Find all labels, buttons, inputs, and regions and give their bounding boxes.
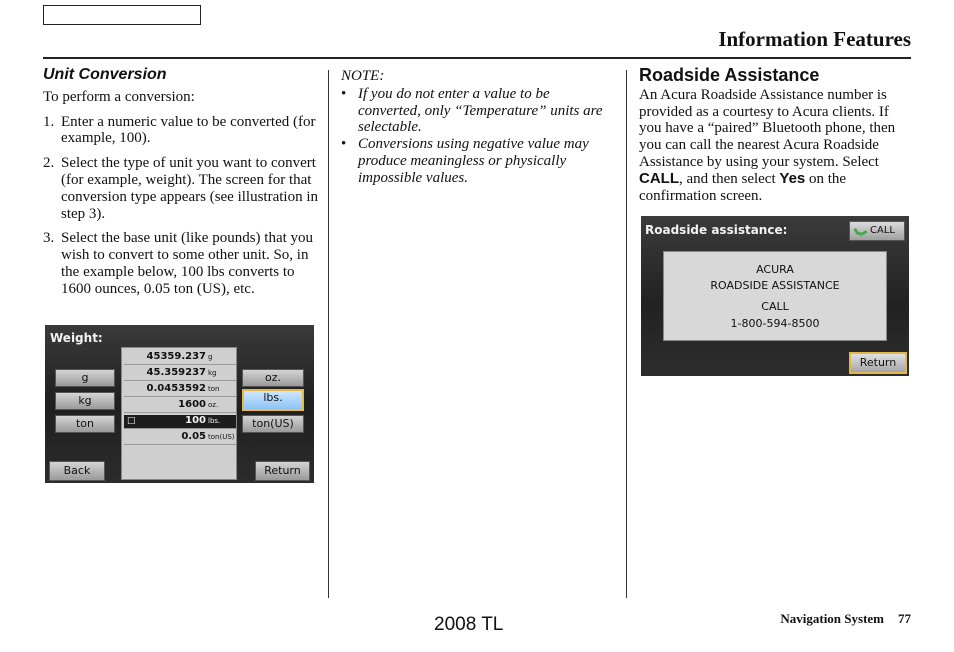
column-divider-right	[626, 70, 627, 598]
panel-line: ROADSIDE ASSISTANCE	[710, 279, 840, 292]
footer-nav: Navigation System 77	[780, 611, 911, 626]
unit-button-kg[interactable]: kg	[55, 392, 115, 410]
note-heading: NOTE:	[341, 68, 385, 84]
value-row: 45.359237 kg	[124, 367, 236, 381]
step-item: 3. Select the base unit (like pounds) that you wish to convert to some other unit. So, in the example below, 100 lbs converts to 1600 ounces, 0.05 ton (US), etc.	[43, 230, 314, 297]
value-row: 45359.237 g	[124, 351, 236, 365]
values-panel	[121, 347, 237, 480]
unit-button-oz[interactable]: oz.	[242, 369, 304, 387]
unit-conversion-heading: Unit Conversion	[43, 66, 167, 83]
roadside-body: An Acura Roadside Assistance number is provided as a courtesy to Acura clients. If you have a “paired” Bluetooth phone, then you can call the nearest Acura Roadside Assistance by using your system. Select CALL, and then select Yes on the confirmation screen.	[639, 86, 896, 204]
return-button[interactable]: Return	[255, 461, 310, 481]
unit-button-ton-us[interactable]: ton(US)	[242, 415, 304, 433]
header-tab-box	[43, 5, 201, 25]
panel-line: CALL	[761, 300, 789, 313]
unit-button-lbs[interactable]: lbs.	[242, 389, 304, 411]
footer-model: 2008 TL	[434, 614, 504, 635]
phone-icon	[853, 224, 868, 238]
return-button[interactable]: Return	[849, 352, 907, 374]
roadside-assistance-screen	[641, 216, 909, 376]
unit-button-g[interactable]: g	[55, 369, 115, 387]
step-item: 1. Enter a numeric value to be converted (for example, 100).	[43, 113, 316, 147]
call-button[interactable]: CALL	[849, 221, 905, 241]
value-row-selected: □ 100 lbs.	[124, 415, 236, 429]
steps-list	[43, 114, 318, 298]
column-divider-left	[328, 70, 329, 598]
value-row: 0.0453592 ton	[124, 383, 236, 397]
page-number: 77	[898, 611, 911, 626]
left-column	[43, 67, 318, 306]
right-column	[639, 67, 914, 204]
roadside-heading: Roadside Assistance	[639, 65, 820, 85]
back-button[interactable]: Back	[49, 461, 105, 481]
panel-line: ACURA	[756, 263, 794, 276]
phone-number: 1-800-594-8500	[730, 317, 820, 330]
step-item: 2. Select the type of unit you want to convert (for example, weight). The screen for that conversion type appears (see illustration in step 3).	[43, 155, 319, 222]
weight-screen-title: Weight:	[50, 331, 103, 345]
value-row: 1600 oz.	[124, 399, 236, 413]
roadside-info-panel	[663, 251, 887, 341]
lock-icon: □	[127, 416, 136, 426]
notes-list	[341, 86, 613, 187]
section-title: Information Features	[718, 27, 911, 51]
value-row: 0.05 ton(US)	[124, 431, 236, 445]
roadside-screen-title: Roadside assistance:	[645, 223, 788, 237]
unit-button-ton[interactable]: ton	[55, 415, 115, 433]
intro-text: To perform a conversion:	[43, 88, 195, 105]
note-item: • If you do not enter a value to be converted, only “Temperature” units are selectable.	[341, 85, 603, 136]
note-item: • Conversions using negative value may produce meaningless or physically impossible values.	[341, 136, 589, 186]
weight-conversion-screen	[45, 325, 314, 483]
header-rule	[43, 57, 911, 59]
middle-column	[341, 68, 613, 187]
